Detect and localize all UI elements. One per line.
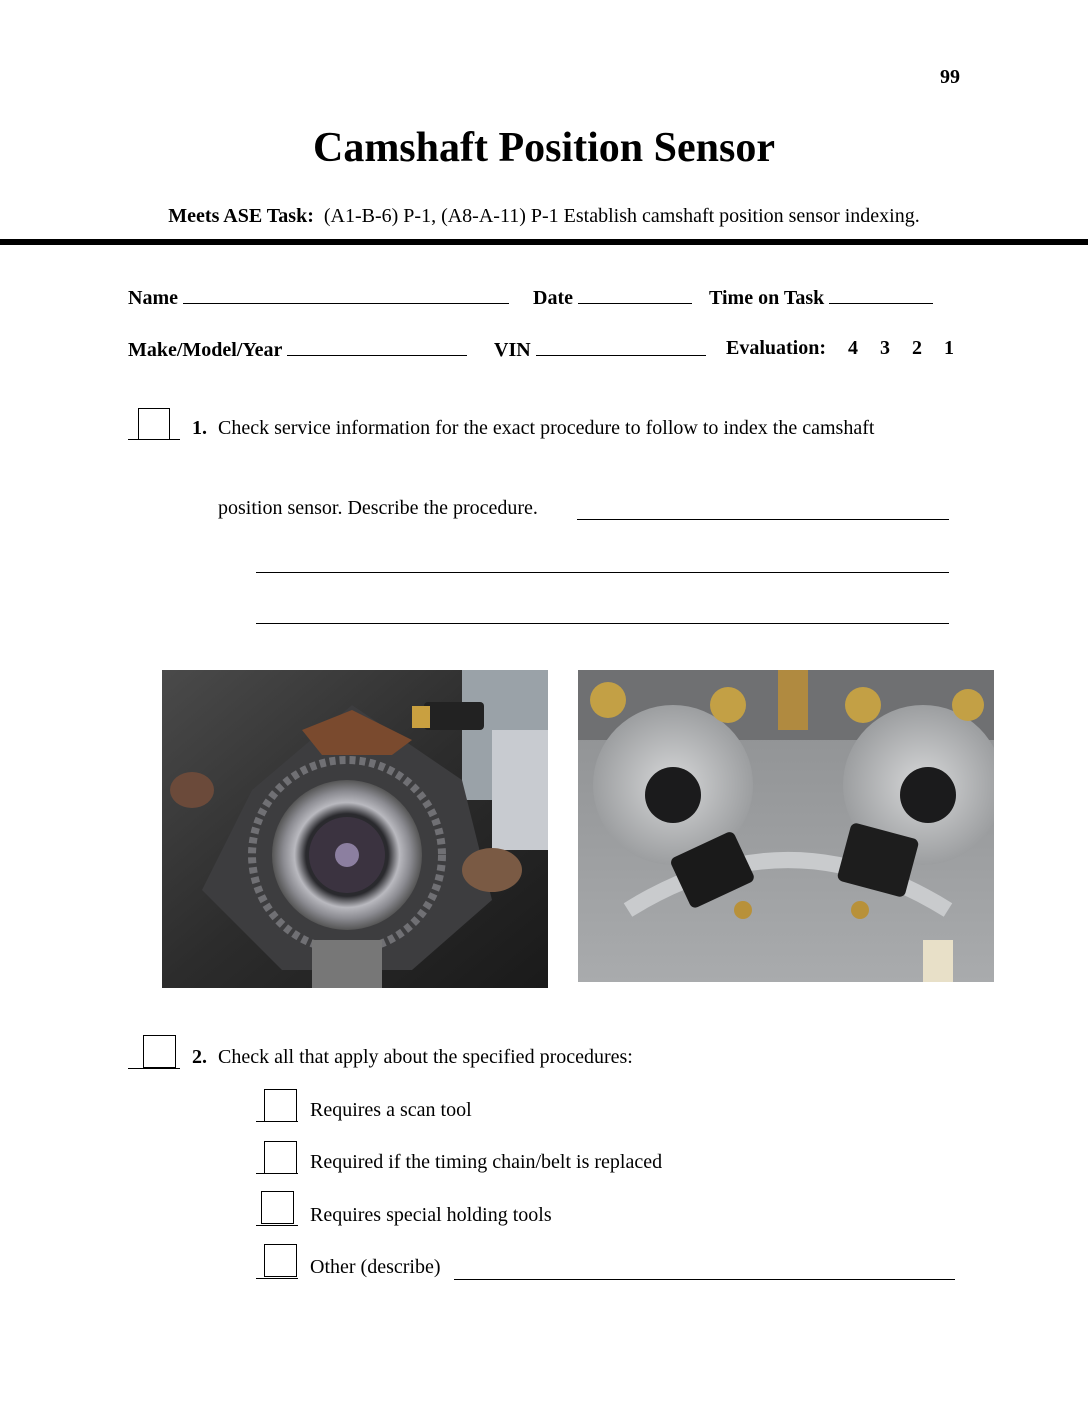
evaluation-score-3[interactable]: 3 [880, 337, 890, 359]
date-input-line[interactable] [578, 285, 692, 304]
option-holding-tools-line [256, 1225, 298, 1226]
option-scan-tool-checkbox[interactable] [264, 1089, 297, 1122]
date-field [533, 285, 692, 310]
step1-text-line2: position sensor. Describe the procedure. [218, 497, 538, 519]
evaluation-score-2[interactable]: 2 [912, 337, 922, 359]
make-model-year-input-line[interactable] [287, 337, 467, 356]
vin-label: VIN [494, 339, 531, 361]
evaluation-field [726, 337, 826, 360]
procedure-answer-line-3[interactable] [256, 623, 949, 624]
option-other-label: Other (describe) [310, 1256, 441, 1278]
page-title: Camshaft Position Sensor [312, 125, 776, 171]
option-holding-tools-checkbox[interactable] [261, 1191, 294, 1224]
date-label: Date [533, 287, 573, 309]
option-timing-chain-checkbox[interactable] [264, 1141, 297, 1174]
procedure-answer-line-1[interactable] [577, 519, 949, 520]
option-other-checkbox[interactable] [264, 1244, 297, 1277]
header-divider [0, 239, 1088, 245]
name-label: Name [128, 287, 178, 309]
evaluation-score-1[interactable]: 1 [944, 337, 954, 359]
make-model-year-field [128, 337, 467, 362]
step1-text-line1: Check service information for the exact procedure to follow to index the camshaft [218, 417, 875, 439]
step1-checkbox[interactable] [138, 408, 170, 440]
procedure-answer-line-2[interactable] [256, 572, 949, 573]
evaluation-label: Evaluation: [726, 337, 827, 359]
step2-text: Check all that apply about the specified procedures: [218, 1046, 633, 1068]
cam-sensors-photo [578, 670, 994, 982]
step2-checkbox[interactable] [143, 1035, 176, 1068]
ase-task-label: Meets ASE Task: [168, 205, 314, 227]
evaluation-score-4[interactable]: 4 [848, 337, 858, 359]
option-scan-tool-label: Requires a scan tool [310, 1099, 472, 1121]
time-on-task-label: Time on Task [709, 287, 825, 309]
step2-check-line [128, 1068, 180, 1069]
name-field [128, 285, 509, 310]
name-input-line[interactable] [183, 285, 509, 304]
option-other-describe-line[interactable] [454, 1279, 955, 1280]
page-number: 99 [940, 66, 960, 88]
option-other-line [256, 1278, 298, 1279]
option-timing-chain-label: Required if the timing chain/belt is replaced [310, 1151, 663, 1173]
vin-field [494, 337, 706, 362]
step1-number: 1. [192, 417, 207, 439]
timing-chain-photo [162, 670, 548, 988]
vin-input-line[interactable] [536, 337, 706, 356]
make-model-year-label: Make/Model/Year [128, 339, 283, 361]
time-on-task-input-line[interactable] [829, 285, 933, 304]
ase-task-text: (A1-B-6) P-1, (A8-A-11) P-1 Establish camshaft position sensor indexing. [323, 205, 920, 227]
option-holding-tools-label: Requires special holding tools [310, 1204, 552, 1226]
time-on-task-field [709, 285, 933, 310]
ase-task [0, 205, 1088, 228]
step2-number: 2. [192, 1046, 207, 1068]
